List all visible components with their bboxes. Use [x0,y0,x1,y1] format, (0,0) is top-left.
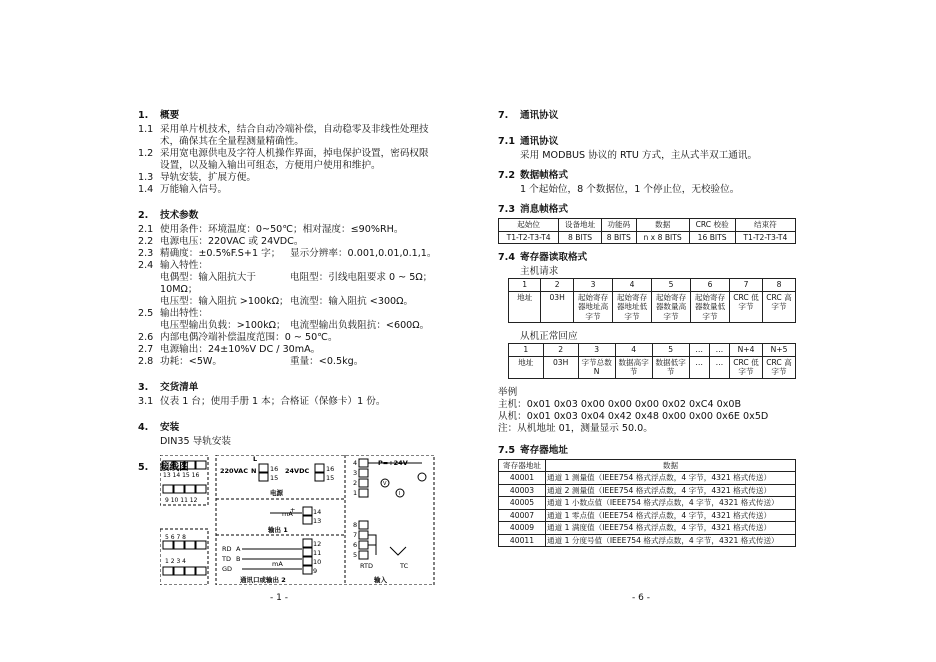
svg-text:4: 4 [353,459,358,467]
list-item: 1.1 采用单片机技术，结合自动冷端补偿，自动稳零及非线性处理技术，确保其在全量程测量精确性。 [138,124,429,147]
list-item: 2.3 精确度：±0.5%F.S+1 字； 显示分辨率：0.001,0.01,0.1,1。 [138,248,437,259]
svg-text:3: 3 [353,469,358,477]
list-item: 1.3 导轨安装，扩展方便。 [138,172,256,183]
section-register-address: 7.5 寄存器地址 寄存器地址 数据 40001 通道 1 测量值（IEEE754 格式浮点数，4 字节，4321 格式传送） 40003 通道 2 测量值（IEEE754 格式浮点数，4 字节，4321 格式传送） 40005 通道 1 小数点值（IEEE754 格式浮点数，4 字节，4321 格式传送） 40007 通道 1 零点值（IEEE754 格式浮点数，4 字节，4321 格式传送） 40009 通道 1 满度值（IEEE754 格式浮点数，4 字节，4321 格式传送） 40011 通道 1 分度号值（IEEE754 格式浮点数，4 字节，4321 格式传送） [498,445,803,548]
right-page [498,110,803,561]
register-table [498,459,796,548]
svg-text:15: 15 [270,474,279,482]
svg-text:11: 11 [313,549,322,557]
svg-text:TD: TD [222,555,231,563]
table-row: 地址 03H 字节总数 N 数据高字节 数据低字节 … … CRC 低字节 CRC 高字节 [509,356,796,378]
left-page [138,110,438,488]
svg-text:9: 9 [313,567,318,575]
table-row: 40007 通道 1 零点值（IEEE754 格式浮点数，4 字节，4321 格式传送） [499,509,796,522]
table-row: 1 2 3 4 5 6 7 8 [509,279,796,292]
power-section [220,455,334,497]
output1-section [267,506,321,534]
section-number: 4. [138,422,149,433]
terminal-labels: 9 10 11 12 [165,497,198,504]
svg-text:N: N [251,467,257,475]
section-delivery: 3. 交货清单 3.1 仪表 1 台；使用手册 1 本；合格证（保修卡）1 份。 [138,382,386,407]
svg-text:B: B [236,555,241,563]
power-label: 电源 [270,489,283,497]
wiring-diagram [160,455,435,585]
svg-text:I: I [399,491,401,497]
terminal-labels: 13 14 15 16 [163,472,200,479]
svg-text:L: L [253,455,258,463]
section-overview [138,110,438,196]
comm-label: 通讯口或输出 2 [240,576,286,584]
section-title: 概要 [160,110,180,121]
table-row: 40009 通道 1 满度值（IEEE754 格式浮点数，4 字节，4321 格式传送） [499,522,796,535]
svg-text:13: 13 [313,517,322,525]
terminal-labels: 5 6 7 8 [165,534,186,541]
section-title: 技术参数 [160,210,199,221]
message-frame-table [498,218,796,244]
terminal-labels: 1 2 3 4 [165,558,186,565]
svg-text:14: 14 [313,508,322,516]
terminal-group-top [163,461,206,504]
section-number: 2. [138,210,149,221]
section-title: 安装 [160,422,180,433]
section-title: 交货清单 [160,382,199,393]
svg-text:220VAC: 220VAC [220,467,248,475]
response-table [508,343,796,379]
table-row: 40011 通道 1 分度号值（IEEE754 格式浮点数，4 字节，4321 格式传送） [499,534,796,547]
list-item: 2.1 使用条件：环境温度：0~50℃；相对湿度：≤90%RH。 [138,224,404,235]
list-item: 1.4 万能输入信号。 [138,184,228,195]
svg-text:6: 6 [353,541,358,549]
list-item: 2.6 内部电偶冷端补偿温度范围：0 ~ 50℃。 [138,332,338,343]
table-row: 40001 通道 1 测量值（IEEE754 格式浮点数，4 字节，4321 格式传送） [499,472,796,485]
svg-text:16: 16 [270,465,279,473]
page-number-right: - 6 - [632,593,650,603]
list-item: 2.2 电源电压：220VAC 或 24VDC。 [138,236,304,247]
svg-text:V: V [383,481,387,487]
table-row: 40003 通道 2 测量值（IEEE754 格式浮点数，4 字节，4321 格式传送） [499,484,796,497]
table-row: T1-T2-T3-T4 8 BITS 8 BITS n x 8 BITS 16 BITS T1-T2-T3-T4 [499,231,796,244]
svg-text:GD: GD [222,565,233,573]
section-frame: 7.2 数据帧格式 1 个起始位，8 个数据位，1 个停止位，无校验位。 [498,170,740,195]
svg-text:7: 7 [353,531,358,539]
section-message-frame: 7.3 消息帧格式 起始位 设备地址 功能码 数据 CRC 校验 结束符 T1-T2-T3-T4 8 BITS 8 BITS n x 8 BITS 16 BITS T1-T2-T3-T4 [498,204,803,244]
page-number-left: - 1 - [270,593,288,603]
svg-text:10: 10 [313,558,322,566]
svg-text:RTD: RTD [360,562,374,570]
section-install: 4. 安装 DIN35 导轨安装 [138,422,232,447]
input-label: 输入 [374,576,387,584]
table-row: 1 2 3 4 5 … … N+4 N+5 [509,344,796,357]
table-row: 40005 通道 1 小数点值（IEEE754 格式浮点数，4 字节，4321 格式传送） [499,497,796,510]
svg-text:A: A [236,545,241,553]
svg-text:TC: TC [400,562,409,570]
svg-text:12: 12 [313,540,322,548]
section-protocol: 7.1 通讯协议 采用 MODBUS 协议的 RTU 方式，主从式半双工通讯。 [498,136,758,161]
terminal-group-bottom [163,534,206,575]
comm-section [221,539,321,584]
section-title: 接线图 [160,462,189,473]
section-number: 7. [498,110,509,121]
table-row: 起始位 设备地址 功能码 数据 CRC 校验 结束符 [499,219,796,232]
list-item: 2.4 输入特性： [138,260,208,271]
svg-text:+: + [290,506,296,514]
svg-text:5: 5 [353,551,358,559]
table-row: 地址 03H 起始寄存器地址高字节 起始寄存器地址低字节 起始寄存器数量高字节 起始寄存器数量低字节 CRC 低字节 CRC 高字节 [509,291,796,323]
section-specs: 2. 技术参数 2.1 使用条件：环境温度：0~50℃；相对湿度：≤90%RH。 2.2 电源电压：220VAC 或 24VDC。 2.3 精确度：±0.5%F.S+1 字； 显示分辨率：0.001,0.01,0.1,1。 2.4 输入特性： 电偶型：输入阻抗大于 10MΩ； 电阻型：引线电阻要求 0 ~ 5Ω； 电压型：输入阻抗 >100kΩ； 电流型：输入阻抗 <300Ω。 2.5 输出特性： 电压型输出负载：>100kΩ； 电流型输出负载阻抗：<600Ω。 2.6 内部电偶冷端补偿温度范围：0 ~ 50℃。 2.7 电源输出：24±10%V DC / 30mA。 2.8 功耗：<5W。 重量：<0.5kg。 [138,210,437,367]
output1-label: 输出 1 [268,526,288,534]
section-register-read: 7.4 寄存器读取格式 主机请求 1 2 3 4 5 6 7 8 地址 03H 起始寄存器地址高字节 起始寄存器地址低字节 起始寄存器数量高字节 起始寄存器数量低字节 CRC 低字节 CRC 高字节 从机正常回应 1 2 3 4 5 … … N+4 N+5 地址 03H 字节总数 N 数据高字节 数据低字节 … … CRC 低字节 CRC 高字节 [498,252,803,379]
svg-text:15: 15 [326,474,335,482]
svg-text:P=+24V: P=+24V [378,459,408,467]
section-number: 5. [138,462,149,473]
section-number: 1. [138,110,149,121]
svg-text:1: 1 [353,489,358,497]
svg-text:RD: RD [222,545,232,553]
svg-text:mA: mA [272,560,283,568]
section-example: 举例 主机：0x01 0x03 0x00 0x00 0x00 0x02 0xC4 0x0B 从机：0x01 0x03 0x04 0x42 0x48 0x00 0x00 0x6E 0x5D 注：从机地址 01，测量显示 50.0。 [498,386,769,434]
svg-text:24VDC: 24VDC [285,467,310,475]
list-item: 2.8 功耗：<5W。 重量：<0.5kg。 [138,356,364,367]
list-item: 2.7 电源输出：24±10%V DC / 30mA。 [138,344,321,355]
request-table [508,278,796,323]
list-item: 1.2 采用宽电源供电及字符人机操作界面，掉电保护设置，密码权限设置，以及输入输出可组态，方便用户使用和维护。 [138,148,429,171]
table-row: 寄存器地址 数据 [499,459,796,472]
svg-text:mA: mA [282,510,293,518]
svg-text:16: 16 [326,465,335,473]
list-item: 2.5 输出特性： [138,308,208,319]
section-title: 通讯协议 [520,110,559,121]
svg-text:2: 2 [353,479,358,487]
svg-text:8: 8 [353,521,358,529]
input-section [353,459,426,584]
section-number: 3. [138,382,149,393]
